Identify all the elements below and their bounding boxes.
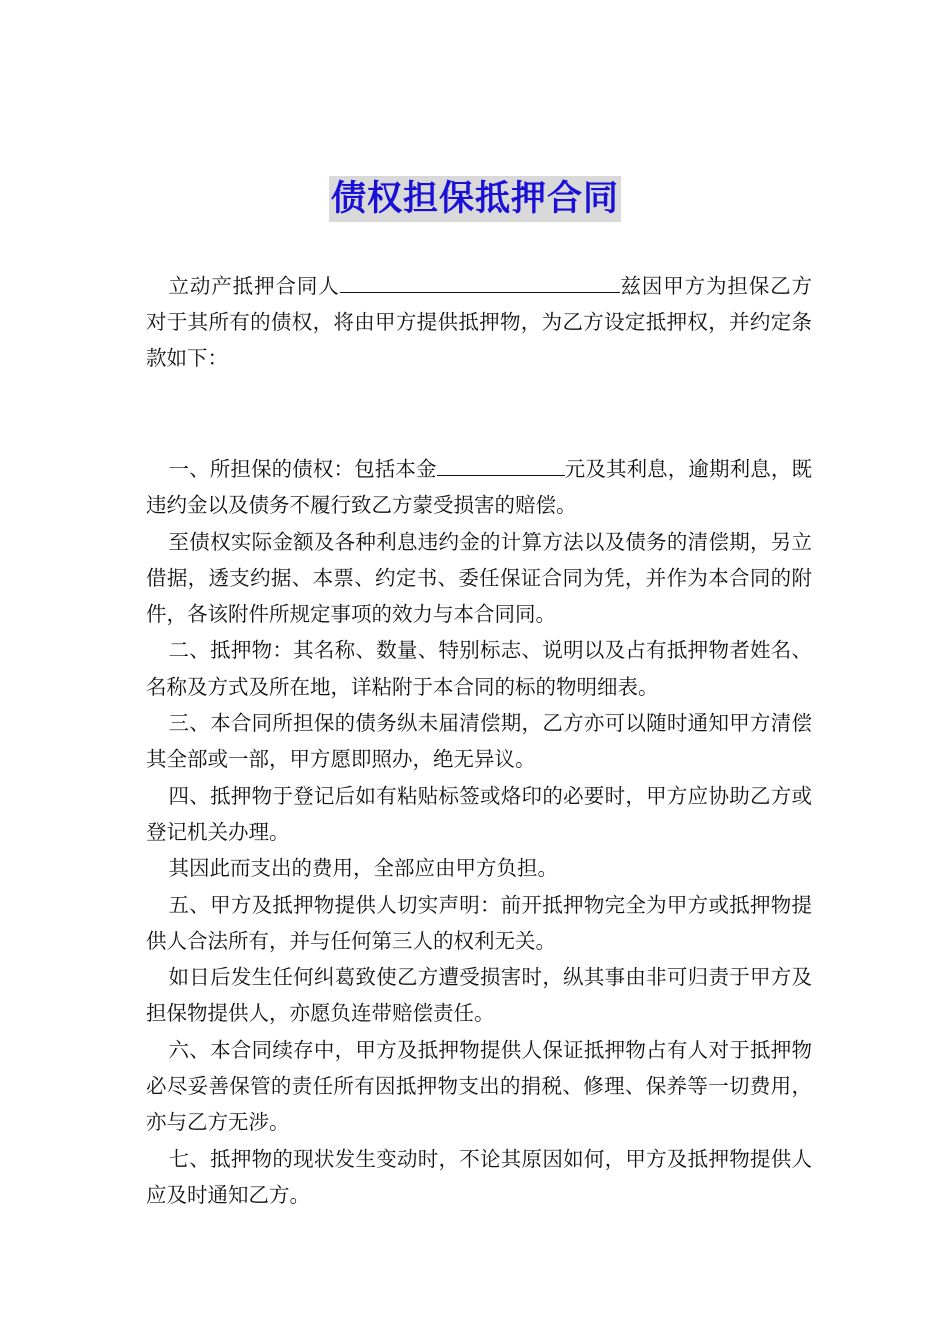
principal-amount-blank <box>437 457 565 476</box>
document-title: 债权担保抵押合同 <box>329 176 621 222</box>
clause-4: 四、抵押物于登记后如有粘贴标签或烙印的必要时，甲方应协助乙方或登记机关办理。 <box>146 783 812 844</box>
clause-7: 七、抵押物的现状发生变动时，不论其原因如何，甲方及抵押物提供人应及时通知乙方。 <box>146 1146 812 1207</box>
paragraph-expenses: 其因此而支出的费用，全部应由甲方负担。 <box>168 856 559 881</box>
paragraph-debt-details: 至债权实际金额及各种利息违约金的计算方法以及债务的清偿期，另立借据，透支约据、本票、约定书、委任保证合同为凭，并作为本合同的附件，各该附件所规定事项的效力与本合同同。 <box>146 529 812 627</box>
title-container <box>0 176 950 222</box>
clause-1-text-before: 一、所担保的债权：包括本金 <box>168 457 437 481</box>
clause-1-text-after: 元及其利息，逾期利息，既违约金以及债务不履行致乙方蒙受损害的赔偿。 <box>146 457 813 518</box>
intro-section <box>146 268 812 376</box>
clauses-section <box>146 451 812 1213</box>
paragraph-liability: 如日后发生任何纠葛致使乙方遭受损害时，纵其事由非可归责于甲方及担保物提供人，亦愿负连带赔偿责任。 <box>146 965 812 1026</box>
clause-6: 六、本合同续存中，甲方及抵押物提供人保证抵押物占有人对于抵押物必尽妥善保管的责任所有因抵押物支出的捐税、修理、保养等一切费用，亦与乙方无涉。 <box>146 1037 812 1135</box>
clause-5: 五、甲方及抵押物提供人切实声明：前开抵押物完全为甲方或抵押物提供人合法所有，并与任何第三人的权利无关。 <box>146 892 812 953</box>
clause-1 <box>146 451 812 524</box>
intro-text-after: 兹因甲方为担保乙方对于其所有的债权，将由甲方提供抵押物，为乙方设定抵押权，并约定条款如下： <box>146 274 813 370</box>
clause-2: 二、抵押物：其名称、数量、特别标志、说明以及占有抵押物者姓名、名称及方式及所在地，详粘附于本合同的标的物明细表。 <box>146 638 812 699</box>
intro-paragraph <box>146 268 812 376</box>
party-name-blank <box>340 274 620 293</box>
clause-3: 三、本合同所担保的债务纵未届清偿期，乙方亦可以随时通知甲方清偿其全部或一部，甲方愿即照办，绝无异议。 <box>146 711 812 772</box>
intro-text-before: 立动产抵押合同人 <box>168 274 340 298</box>
